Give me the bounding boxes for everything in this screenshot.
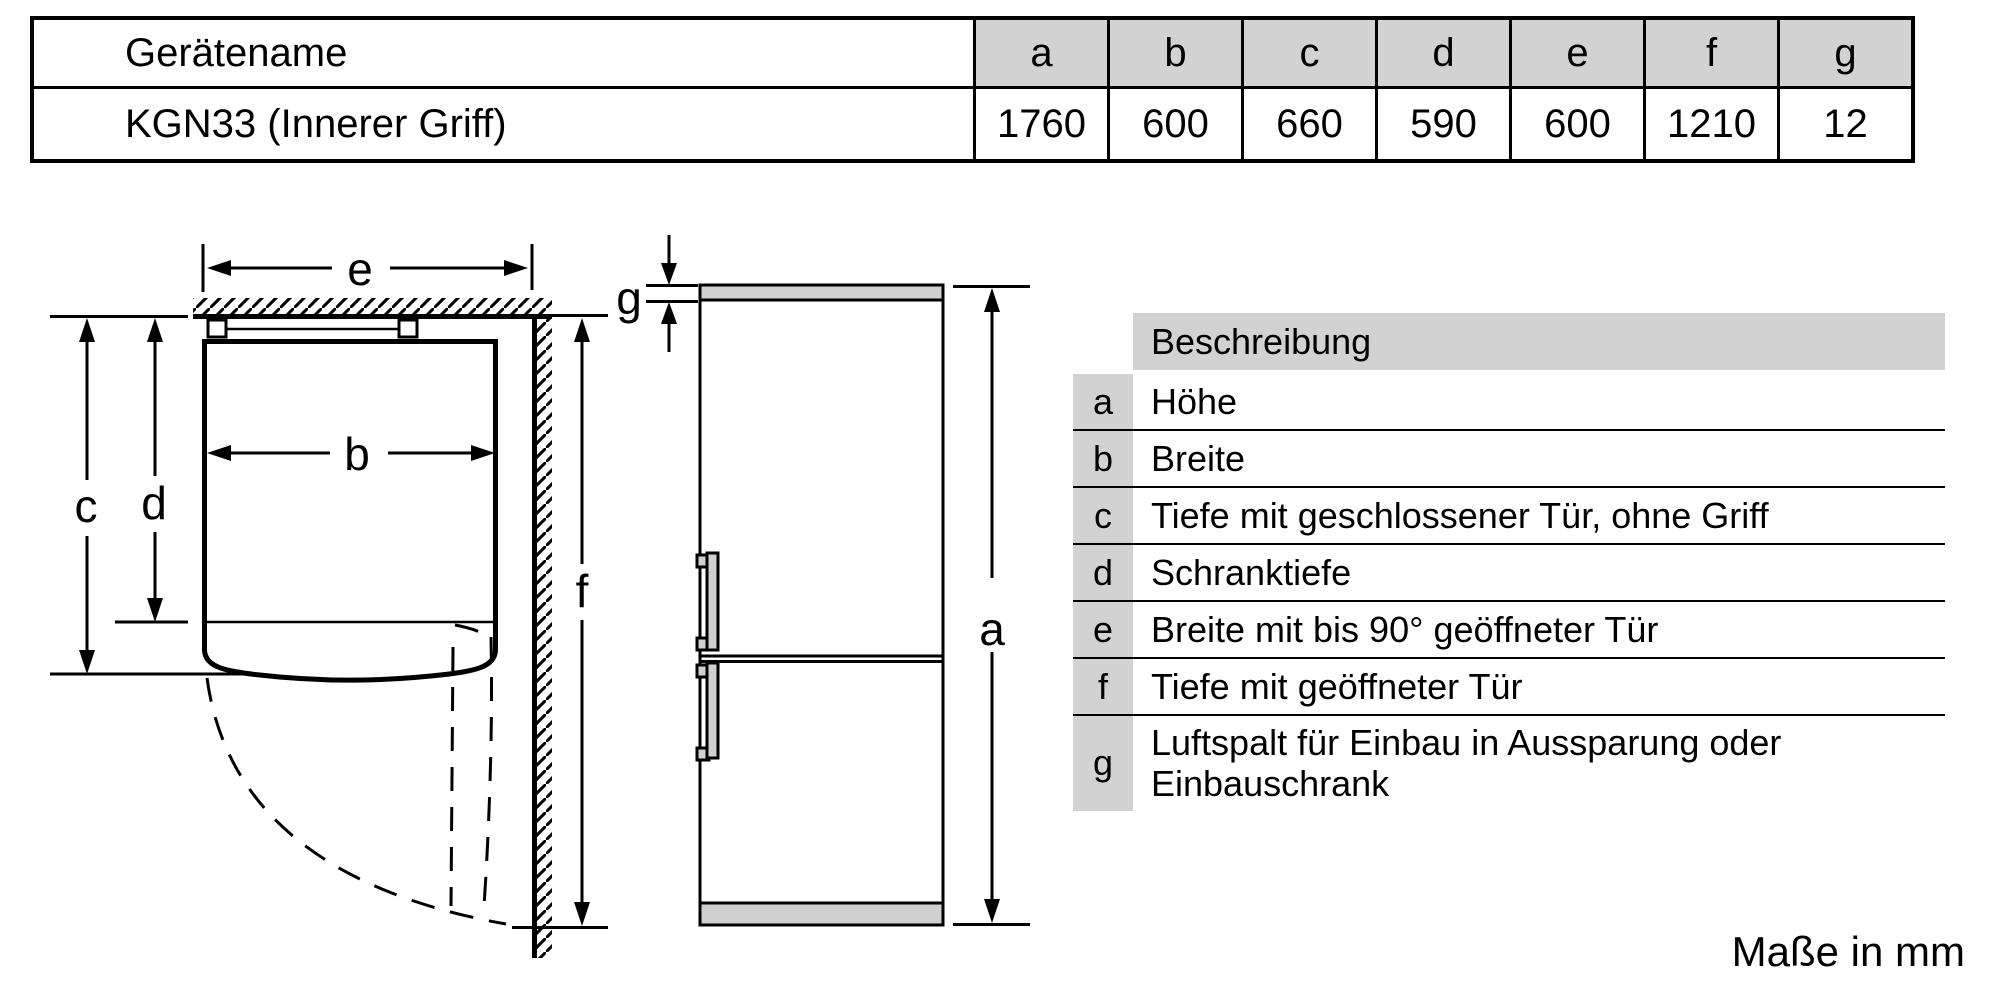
spec-col-header-c: c — [1241, 20, 1375, 86]
side-view-diagram — [616, 235, 1030, 925]
label-f: f — [575, 565, 589, 617]
spec-value-a: 1760 — [973, 89, 1107, 159]
units-note: Maße in mm — [1731, 928, 1965, 975]
legend-key-c: c — [1073, 488, 1133, 543]
device-name-header: Gerätename — [34, 20, 973, 86]
spec-col-header-f: f — [1643, 20, 1777, 86]
legend-table — [1073, 313, 1945, 811]
spec-col-header-g: g — [1777, 20, 1911, 86]
spec-col-header-a: a — [973, 20, 1107, 86]
legend-header-row — [1073, 313, 1945, 370]
spec-table-data-row — [34, 86, 1911, 159]
legend-label-b: Breite — [1151, 437, 1246, 479]
label-c: c — [74, 480, 98, 532]
legend-row-f — [1073, 659, 1945, 716]
legend-key-g: g — [1073, 716, 1133, 811]
spec-value-c: 660 — [1241, 89, 1375, 159]
legend-label-e: Breite mit bis 90° geöffneter Tür — [1151, 608, 1659, 650]
legend-row-e — [1073, 602, 1945, 659]
plinth-strip — [700, 903, 943, 925]
wall-spacer-right — [399, 320, 417, 337]
dimension-e — [203, 243, 532, 295]
cabinet-top-view-body — [202, 339, 498, 622]
cabinet-side-view-body — [700, 285, 943, 925]
top-view-diagram — [50, 243, 608, 958]
legend-row-c — [1073, 488, 1945, 545]
label-d: d — [141, 477, 167, 529]
wall-spacer-left — [208, 320, 226, 337]
label-e: e — [347, 243, 373, 295]
dimension-g — [616, 235, 698, 352]
spec-value-f: 1210 — [1643, 89, 1777, 159]
spec-col-header-b: b — [1107, 20, 1241, 86]
spec-value-b: 600 — [1107, 89, 1241, 159]
legend-key-b: b — [1073, 431, 1133, 486]
legend-label-a: Höhe — [1151, 380, 1238, 422]
spec-table-header-row — [34, 20, 1911, 86]
legend-key-d: d — [1073, 545, 1133, 600]
dimension-f — [512, 316, 608, 928]
dimension-b — [207, 428, 495, 480]
device-name-value: KGN33 (Innerer Griff) — [34, 89, 973, 159]
legend-label-f: Tiefe mit geöffneter Tür — [1151, 665, 1523, 707]
spec-value-d: 590 — [1375, 89, 1509, 159]
spec-col-header-e: e — [1509, 20, 1643, 86]
label-g: g — [616, 272, 642, 324]
legend-row-b — [1073, 431, 1945, 488]
legend-header-spacer — [1073, 313, 1133, 370]
spec-col-header-d: d — [1375, 20, 1509, 86]
legend-rows — [1073, 374, 1945, 811]
legend-row-g — [1073, 716, 1945, 811]
spec-table — [30, 16, 1915, 163]
legend-label-d: Schranktiefe — [1151, 551, 1352, 593]
spec-value-g: 12 — [1777, 89, 1911, 159]
legend-key-f: f — [1073, 659, 1133, 714]
dimension-a — [953, 287, 1030, 925]
air-gap-strip — [700, 285, 943, 300]
legend-key-a: a — [1073, 374, 1133, 429]
legend-row-a — [1073, 374, 1945, 431]
wall-hatching — [193, 298, 552, 958]
label-a: a — [979, 603, 1005, 655]
legend-label-g: Luftspalt für Einbau in Aussparung oder Einbauschrank — [1151, 722, 1782, 805]
label-b: b — [344, 428, 370, 480]
spec-value-e: 600 — [1509, 89, 1643, 159]
legend-row-d — [1073, 545, 1945, 602]
legend-label-c: Tiefe mit geschlossener Tür, ohne Griff — [1151, 494, 1769, 536]
dimension-d — [115, 318, 188, 622]
legend-key-e: e — [1073, 602, 1133, 657]
legend-header: Beschreibung — [1133, 313, 1945, 370]
